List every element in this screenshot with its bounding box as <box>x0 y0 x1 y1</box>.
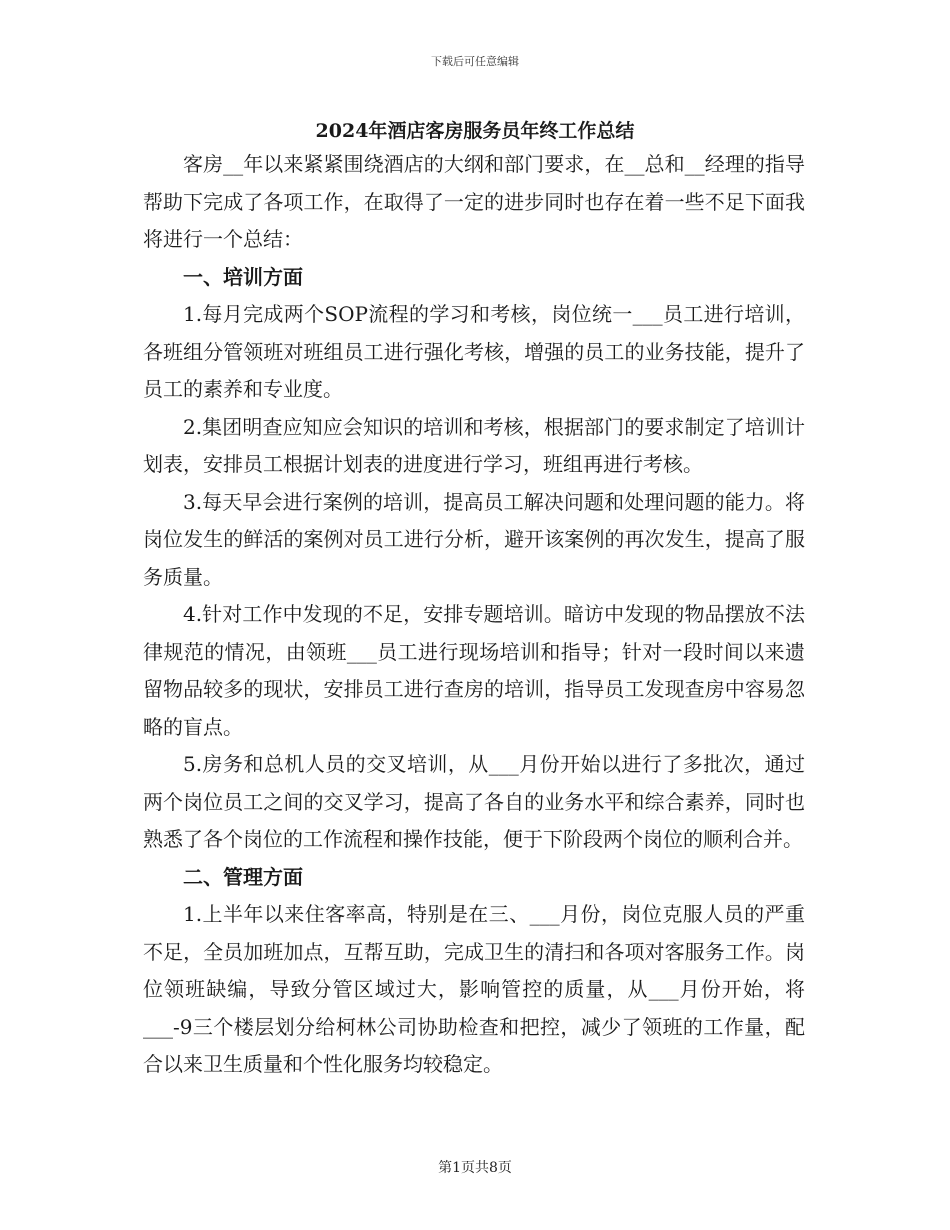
training-item-2: 2.集团明查应知应会知识的培训和考核，根据部门的要求制定了培训计划表，安排员工根据计划表的进度进行学习，班组再进行考核。 <box>143 414 805 476</box>
management-item-1: 1.上半年以来住客率高，特别是在三、___月份，岗位克服人员的严重不足，全员加班加点，互帮互助，完成卫生的清扫和各项对客服务工作。岗位领班缺编，导致分管区域过大，影响管控的质量，从___月份开始，将___-9三个楼层划分给柯林公司协助检查和把控，减少了领班的工作量，配合以来卫生质量和个性化服务均较稳定。 <box>143 902 805 1076</box>
section-heading-training: 一、培训方面 <box>183 264 303 289</box>
training-item-4: 4.针对工作中发现的不足，安排专题培训。暗访中发现的物品摆放不法律规范的情况，由领班___员工进行现场培训和指导；针对一段时间以来遗留物品较多的现状，安排员工进行查房的培训，指导员工发现查房中容易忽略的盲点。 <box>143 602 805 739</box>
section-heading-management: 二、管理方面 <box>183 864 303 889</box>
training-item-3: 3.每天早会进行案例的培训，提高员工解决问题和处理问题的能力。将岗位发生的鲜活的案例对员工进行分析，避开该案例的再次发生，提高了服务质量。 <box>143 489 805 589</box>
page-number: 第1页共8页 <box>438 1160 512 1176</box>
intro-paragraph: 客房__年以来紧紧围绕酒店的大纲和部门要求，在__总和__经理的指导帮助下完成了各项工作，在取得了一定的进步同时也存在着一些不足下面我将进行一个总结： <box>143 152 805 251</box>
header-note: 下载后可任意编辑 <box>431 55 519 68</box>
document-body <box>143 146 805 1084</box>
training-item-1: 1.每月完成两个SOP流程的学习和考核，岗位统一___员工进行培训，各班组分管领班对班组员工进行强化考核，增强的员工的业务技能，提升了员工的素养和专业度。 <box>143 302 805 401</box>
document-title: 2024年酒店客房服务员年终工作总结 <box>315 120 635 142</box>
training-item-5: 5.房务和总机人员的交叉培训，从___月份开始以进行了多批次，通过两个岗位员工之间的交叉学习，提高了各自的业务水平和综合素养，同时也熟悉了各个岗位的工作流程和操作技能，便于下阶段两个岗位的顺利合并。 <box>143 752 805 851</box>
